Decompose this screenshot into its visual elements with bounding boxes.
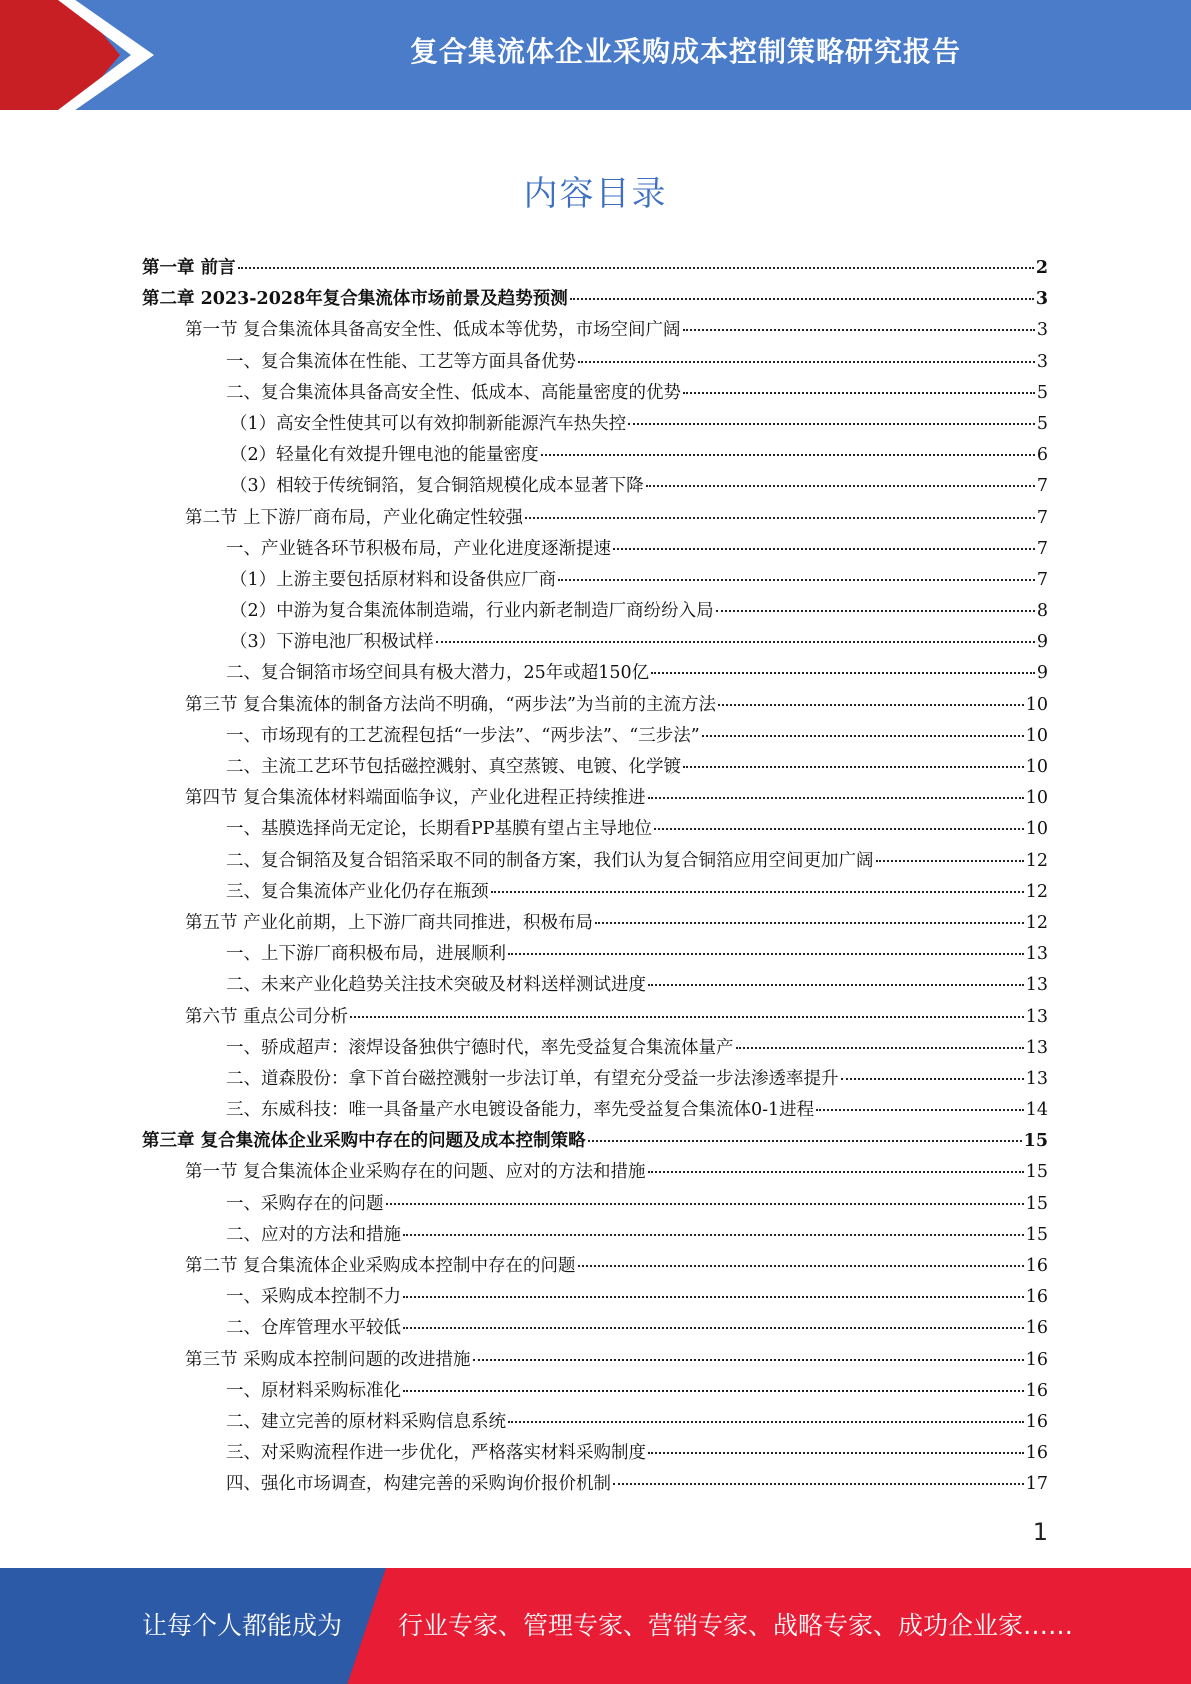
toc-entry-title: 一、市场现有的工艺流程包括“一步法”、“两步法”、“三步法” (226, 725, 700, 746)
toc-leader-dots (238, 267, 1034, 269)
toc-entry[interactable] (142, 1251, 1048, 1282)
toc-entry-page: 13 (1025, 1068, 1048, 1089)
toc-entry-page: 8 (1036, 601, 1048, 622)
toc-entry-page: 9 (1036, 663, 1048, 684)
toc-entry-title: 一、产业链各环节积极布局，产业化进度逐渐提速 (226, 538, 611, 559)
toc-entry-title: 第一节 复合集流体具备高安全性、低成本等优势，市场空间广阔 (185, 320, 681, 341)
toc-entry-title: 三、对采购流程作进一步优化，严格落实材料采购制度 (226, 1443, 646, 1464)
toc-entry[interactable] (142, 783, 1048, 814)
toc-entry-page: 16 (1025, 1256, 1048, 1276)
toc-entry-title: 二、应对的方法和措施 (226, 1224, 401, 1245)
toc-entry-title: 第二节 复合集流体企业采购成本控制中存在的问题 (185, 1256, 576, 1276)
toc-entry[interactable] (142, 877, 1048, 908)
page-number: 1 (1032, 1518, 1048, 1546)
toc-entry[interactable] (142, 596, 1048, 627)
toc-entry[interactable] (142, 721, 1048, 752)
toc-entry-title: （3）下游电池厂积极试样 (230, 632, 434, 653)
toc-entry[interactable] (142, 347, 1048, 378)
toc-entry-title: 第二章 2023-2028年复合集流体市场前景及趋势预测 (142, 289, 568, 310)
toc-leader-dots (628, 423, 1035, 425)
toc-entry-page: 10 (1025, 757, 1048, 777)
header-red-arrow (0, 0, 120, 110)
toc-entry[interactable] (142, 908, 1048, 939)
toc-entry-page: 5 (1036, 382, 1048, 403)
toc-entry[interactable] (142, 1064, 1048, 1095)
toc-entry-page: 10 (1025, 694, 1048, 715)
toc-leader-dots (841, 1078, 1024, 1080)
toc-entry[interactable] (142, 1469, 1048, 1500)
toc-leader-dots (654, 828, 1024, 830)
toc-entry[interactable] (142, 284, 1048, 315)
toc-leader-dots (508, 1421, 1024, 1423)
toc-entry[interactable] (142, 1282, 1048, 1313)
toc-entry[interactable] (142, 534, 1048, 565)
footer-band (0, 1568, 1191, 1684)
toc-entry-page: 6 (1036, 445, 1048, 466)
toc-entry[interactable] (142, 1189, 1048, 1220)
toc-leader-dots (718, 704, 1024, 706)
toc-leader-dots (683, 766, 1024, 768)
toc-entry-page: 5 (1036, 413, 1048, 434)
toc-entry-title: 二、仓库管理水平较低 (226, 1318, 401, 1339)
footer-slogan-left: 让每个人都能成为 (142, 1611, 343, 1640)
toc-entry-page: 10 (1025, 725, 1048, 746)
toc-entry-title: 第一节 复合集流体企业采购存在的问题、应对的方法和措施 (185, 1162, 646, 1183)
toc-entry[interactable] (142, 658, 1048, 689)
toc-entry-title: 一、基膜选择尚无定论，长期看PP基膜有望占主导地位 (226, 819, 653, 840)
toc-entry-page: 12 (1025, 881, 1048, 902)
toc-leader-dots (578, 361, 1035, 363)
toc-entry[interactable] (142, 1095, 1048, 1126)
toc-entry[interactable] (142, 1002, 1048, 1033)
toc-entry-title: 第四节 复合集流体材料端面临争议，产业化进程正持续推进 (185, 788, 646, 809)
toc-entry-title: 二、复合集流体具备高安全性、低成本、高能量密度的优势 (226, 382, 681, 403)
toc-leader-dots (595, 922, 1024, 924)
toc-entry-title: 一、骄成超声：滚焊设备独供宁德时代，率先受益复合集流体量产 (226, 1037, 734, 1058)
toc-entry[interactable] (142, 253, 1048, 284)
toc-leader-dots (613, 548, 1035, 550)
toc-entry-page: 10 (1025, 788, 1048, 809)
toc-entry-title: （2）中游为复合集流体制造端，行业内新老制造厂商纷纷入局 (230, 601, 714, 622)
toc-leader-dots (558, 579, 1035, 581)
toc-leader-dots (736, 1047, 1024, 1049)
toc-entry-page: 3 (1036, 320, 1048, 341)
toc-entry[interactable] (142, 1313, 1048, 1344)
toc-entry[interactable] (142, 409, 1048, 440)
toc-entry[interactable] (142, 690, 1048, 721)
toc-entry-page: 16 (1025, 1349, 1048, 1370)
toc-entry[interactable] (142, 1376, 1048, 1407)
toc-entry-page: 2 (1035, 258, 1048, 278)
toc-entry-title: 一、原材料采购标准化 (226, 1380, 401, 1401)
footer-slogan-right: 行业专家、管理专家、营销专家、战略专家、成功企业家…… (398, 1611, 1074, 1640)
toc-entry[interactable] (142, 1407, 1048, 1438)
toc-entry-title: （2）轻量化有效提升锂电池的能量密度 (230, 445, 539, 466)
report-title: 复合集流体企业采购成本控制策略研究报告 (409, 35, 961, 68)
toc-entry-title: 一、上下游厂商积极布局，进展顺利 (226, 944, 506, 965)
toc-entry-page: 9 (1036, 632, 1048, 653)
toc-entry-page: 15 (1023, 1131, 1048, 1152)
toc-leader-dots (648, 984, 1024, 986)
toc-entry[interactable] (142, 1157, 1048, 1188)
toc-entry-title: 一、复合集流体在性能、工艺等方面具备优势 (226, 351, 576, 372)
toc-entry-page: 7 (1036, 507, 1048, 528)
toc-entry-page: 16 (1025, 1318, 1048, 1339)
toc-leader-dots (613, 1483, 1024, 1485)
toc-leader-dots (508, 953, 1024, 955)
toc-entry[interactable] (142, 627, 1048, 658)
toc-entry[interactable] (142, 1345, 1048, 1376)
table-of-contents (142, 253, 1048, 1501)
toc-entry-page: 16 (1025, 1287, 1048, 1308)
toc-entry-page: 7 (1036, 538, 1048, 559)
toc-leader-dots (578, 1265, 1024, 1267)
toc-entry[interactable] (142, 814, 1048, 845)
toc-entry-page: 7 (1036, 569, 1048, 590)
toc-leader-dots (651, 672, 1035, 674)
toc-entry-title: 一、采购存在的问题 (226, 1193, 384, 1214)
toc-entry-title: 二、复合铜箔市场空间具有极大潜力，25年或超150亿 (226, 663, 650, 684)
toc-entry[interactable] (142, 939, 1048, 970)
toc-leader-dots (648, 1452, 1024, 1454)
toc-leader-dots (646, 485, 1035, 487)
toc-entry-title: 第二节 上下游厂商布局，产业化确定性较强 (185, 507, 524, 528)
toc-entry-title: 第一章 前言 (142, 258, 236, 278)
toc-entry-page: 15 (1025, 1162, 1048, 1183)
toc-entry-title: 第五节 产业化前期，上下游厂商共同推进，积极布局 (185, 912, 594, 933)
toc-leader-dots (570, 298, 1034, 300)
toc-leader-dots (525, 517, 1035, 519)
toc-entry-title: 二、道森股份：拿下首台磁控溅射一步法订单，有望充分受益一步法渗透率提升 (226, 1068, 839, 1089)
toc-entry-page: 13 (1025, 1037, 1048, 1058)
toc-leader-dots (541, 454, 1035, 456)
toc-leader-dots (716, 610, 1035, 612)
toc-entry[interactable] (142, 565, 1048, 596)
toc-leader-dots (386, 1203, 1024, 1205)
header-band (0, 0, 1191, 110)
toc-leader-dots (473, 1359, 1024, 1361)
toc-leader-dots (588, 1140, 1022, 1142)
toc-entry[interactable] (142, 1126, 1048, 1157)
toc-entry-page: 17 (1025, 1474, 1048, 1495)
toc-entry-title: 三、复合集流体产业化仍存在瓶颈 (226, 881, 489, 902)
toc-entry-title: 一、采购成本控制不力 (226, 1287, 401, 1308)
toc-entry[interactable] (142, 440, 1048, 471)
toc-entry-page: 12 (1025, 850, 1048, 871)
toc-entry-title: 第六节 重点公司分析 (185, 1006, 349, 1027)
toc-entry-page: 13 (1025, 975, 1048, 996)
toc-leader-dots (683, 392, 1035, 394)
toc-heading: 内容目录 (523, 174, 668, 214)
toc-entry-title: 二、建立完善的原材料采购信息系统 (226, 1411, 506, 1432)
toc-entry[interactable] (142, 970, 1048, 1001)
toc-entry-page: 12 (1025, 912, 1048, 933)
toc-leader-dots (683, 329, 1035, 331)
toc-entry-title: 三、东威科技：唯一具备量产水电镀设备能力，率先受益复合集流体0-1进程 (226, 1100, 815, 1121)
toc-entry-title: 第三节 复合集流体的制备方法尚不明确，“两步法”为当前的主流方法 (185, 694, 716, 715)
toc-entry[interactable] (142, 503, 1048, 534)
toc-entry[interactable] (142, 1220, 1048, 1251)
toc-entry[interactable] (142, 471, 1048, 502)
toc-entry[interactable] (142, 1033, 1048, 1064)
toc-leader-dots (403, 1327, 1024, 1329)
toc-entry[interactable] (142, 752, 1048, 783)
toc-entry-page: 10 (1025, 819, 1048, 840)
toc-leader-dots (648, 1171, 1024, 1173)
toc-leader-dots (702, 735, 1024, 737)
toc-entry-page: 3 (1035, 289, 1048, 310)
toc-leader-dots (648, 797, 1024, 799)
toc-leader-dots (350, 1016, 1024, 1018)
toc-entry-title: 二、主流工艺环节包括磁控溅射、真空蒸镀、电镀、化学镀 (226, 757, 681, 777)
toc-entry[interactable] (142, 315, 1048, 346)
toc-entry-title: 第三章 复合集流体企业采购中存在的问题及成本控制策略 (142, 1131, 586, 1152)
toc-entry-page: 13 (1025, 1006, 1048, 1027)
toc-entry-title: （3）相较于传统铜箔，复合铜箔规模化成本显著下降 (230, 476, 644, 497)
toc-entry-page: 15 (1025, 1193, 1048, 1214)
toc-entry-page: 14 (1025, 1100, 1048, 1121)
toc-entry[interactable] (142, 846, 1048, 877)
toc-leader-dots (436, 641, 1035, 643)
toc-leader-dots (876, 860, 1024, 862)
toc-entry-title: （1）上游主要包括原材料和设备供应厂商 (230, 569, 557, 590)
toc-leader-dots (403, 1234, 1024, 1236)
toc-entry-title: 四、强化市场调查，构建完善的采购询价报价机制 (226, 1474, 611, 1495)
toc-entry[interactable] (142, 1438, 1048, 1469)
toc-entry-page: 16 (1025, 1443, 1048, 1464)
toc-entry[interactable] (142, 378, 1048, 409)
toc-entry-page: 13 (1025, 944, 1048, 965)
toc-entry-page: 16 (1025, 1411, 1048, 1432)
toc-entry-title: 二、复合铜箔及复合铝箔采取不同的制备方案，我们认为复合铜箔应用空间更加广阔 (226, 850, 874, 871)
toc-entry-title: （1）高安全性使其可以有效抑制新能源汽车热失控 (230, 413, 627, 434)
toc-entry-page: 3 (1036, 351, 1048, 372)
toc-leader-dots (491, 891, 1024, 893)
toc-leader-dots (403, 1296, 1024, 1298)
toc-entry-page: 15 (1025, 1224, 1048, 1245)
toc-entry-title: 二、未来产业化趋势关注技术突破及材料送样测试进度 (226, 975, 646, 996)
toc-leader-dots (403, 1390, 1024, 1392)
toc-entry-page: 7 (1036, 476, 1048, 497)
toc-entry-title: 第三节 采购成本控制问题的改进措施 (185, 1349, 471, 1370)
toc-leader-dots (816, 1109, 1024, 1111)
toc-entry-page: 16 (1025, 1380, 1048, 1401)
